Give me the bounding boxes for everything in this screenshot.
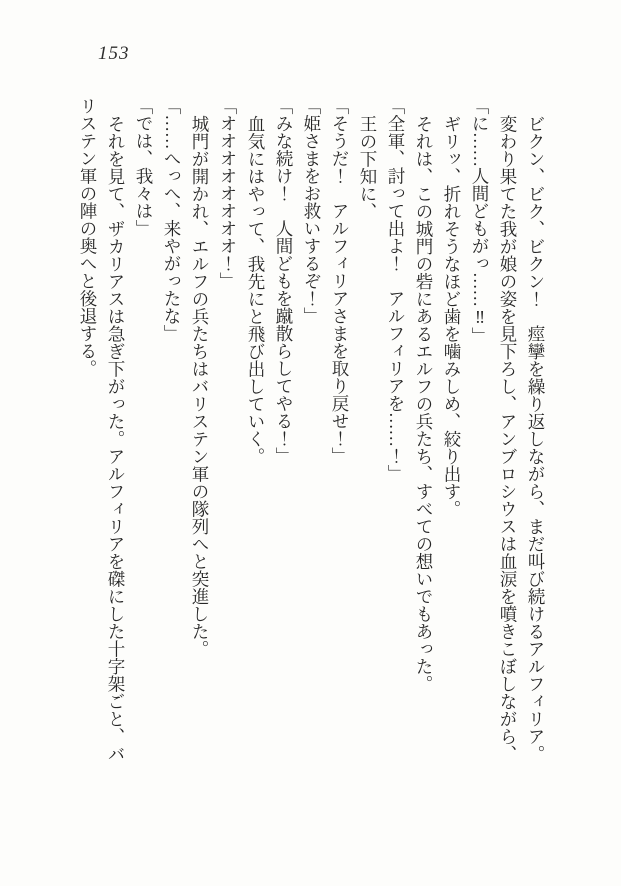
paragraph-narration: 城門が開かれ、エルフの兵たちはバリステン軍の隊列へと突進した。 — [190, 114, 210, 657]
paragraph-dialogue: 「に……人間どもがっ……‼」 — [470, 97, 490, 345]
paragraph-narration: 変わり果てた我が娘の姿を見下ろし、アンブロシウスは血涙を噴きこぼしながら、 — [498, 114, 518, 762]
paragraph-dialogue: 「そうだ！ アルフィリアさまを取り戻せ！」 — [330, 97, 350, 465]
vertical-text-block — [74, 97, 550, 765]
paragraph-dialogue: 「オオオオオオオオ！」 — [218, 97, 238, 290]
paragraph-narration: それを見て、ザカリアスは急ぎ下がった。アルフィリアを磔にした十字架ごと、バリステン軍の陣の奥へと後退する。 — [78, 97, 126, 762]
paragraph-narration: ビクン、ビク、ビクン！ 痙攣を繰り返しながら、まだ叫び続けるアルフィリア。 — [526, 114, 546, 762]
paragraph-dialogue: 「全軍、討って出よ！ アルフィリアを……！」 — [386, 97, 406, 482]
page-number: 153 — [98, 43, 130, 64]
paragraph-dialogue: 「姫さまをお救いするぞ！」 — [302, 97, 322, 325]
paragraph-narration: ギリッ、折れそうなほど歯を噛みしめ、絞り出す。 — [442, 114, 462, 517]
paragraph-narration: 王の下知に、 — [358, 114, 378, 220]
paragraph-narration: それは、この城門の砦にあるエルフの兵たち、すべての想いでもあった。 — [414, 114, 434, 692]
paragraph-dialogue: 「……へっへ、来やがったな」 — [162, 97, 182, 342]
paragraph-dialogue: 「みな続け！ 人間どもを蹴散らしてやる！」 — [274, 97, 294, 465]
paragraph-dialogue: 「では、我々は」 — [134, 97, 154, 237]
paragraph-narration: 血気にはやって、我先にと飛び出していく。 — [246, 114, 266, 465]
